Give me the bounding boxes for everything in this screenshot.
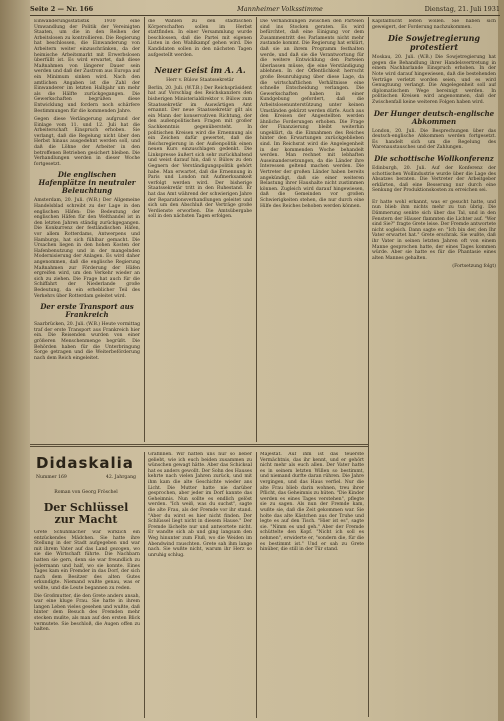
- story-title: Der Schlüssel zur Macht: [43, 501, 129, 526]
- article-text: Die Verhandlungen zwischen den Parteien sind ins Stocken geraten. Es wird befürchtet, daß eine Einigung vor dem Zusammentritt des Parlaments nicht mehr zustande kommt. Die Regierung hat erklärt, daß sie an ihrem Programm festhalten werde, und daß sie die Verantwortung für die weitere Entwicklung den Parteien überlassen müsse, die eine Verständigung ablehnen. In der Öffentlichkeit herrscht große Beunruhigung über diese Lage, da die wirtschaftlichen Verhältnisse eine schnelle Entscheidung verlangen. Die Gewerkschaften haben in einer Kundgebung gefordert, daß die Arbeitslosenunterstützung unter keinen Umständen gekürzt werden dürfe. Auch aus den Kreisen der Angestellten werden ähnliche Forderungen erhoben. Die Frage der Finanzierung bleibt weiterhin ungeklärt, da die Einnahmen des Reiches hinter den Erwartungen zurückgeblieben sind. Im Reichsrat wird die Angelegenheit in der kommenden Woche behandelt werden. Man rechnet mit lebhaften Auseinandersetzungen, da die Länder ihre Interessen geltend machen werden. Die Vertreter der großen Länder haben bereits angekündigt, daß sie einer weiteren Belastung ihrer Haushalte nicht zustimmen können. Zugleich wird darauf hingewiesen, daß die Gemeinden vor großen Schwierigkeiten stehen, die nur durch eine Hilfe des Reiches behoben werden können.: [260, 19, 364, 209]
- column-rule: [368, 17, 369, 717]
- story-text: Die Großmutter, die den Grete anders ansah, war eine kluge Frau. Sie hatte in ihrem langen Leben vieles gesehen und wußte, daß hinter dem Besuch des Fremden mehr stecken mußte, als man auf den ersten Blick vermutete. Sie beschloß, die Augen offen zu halten.: [34, 593, 140, 633]
- column-3: [260, 19, 364, 441]
- story-text: Grete Schuhmacher war wirklich ein entzückendes Mädchen. Sie hatte ihre Stellung in der Stadt aufgegeben und war mit ihrem Vater auf das Land gezogen, wo sie die Wirtschaft führte. Die Nachbarn hatten sie gern, denn sie war freundlich zu jedermann und half, wo sie konnte. Eines Tages kam ein Fremder in das Dorf, der sich nach dem Besitzer des alten Gutes erkundigte. Niemand wußte genau, was er wollte, und die Leute begannen zu reden.: [34, 530, 140, 591]
- headline-hafenplaetze: Die englischen Hafenplätze in neutraler Beleuchtung: [38, 170, 136, 196]
- story-byline: Roman von Georg Fröschel: [54, 490, 118, 495]
- header-title: Mannheimer Volksstimme: [237, 5, 323, 13]
- article-text: Gegen diese Verlängerung aufgrund der Einlage vom 11. und 12. Juli hat die Arbeiterschaft Einspruch erhoben. Sie verlangt, daß die Regelung nicht über den Herbst hinaus ausgedehnt werden soll, und daß die Löhne der Arbeiter in den betroffenen Betrieben gesichert bleiben. Die Verhandlungen werden in dieser Woche fortgesetzt.: [34, 117, 140, 167]
- article-text: Berlin, 20. Juli. (W.T.B.) Der Reichspräsident hat auf Vorschlag des Reichskanzlers den bisherigen Ministerialdirektor v. Bülow zum Staatssekretär im Auswärtigen Amt ernannt. Der neue Staatssekretär gilt als ein Mann der konservativen Richtung, der den außenpolitischen Fragen mit großer Sachkenntnis gegenübersteht. In politischen Kreisen wird die Ernennung als ein Zeichen dafür gewertet, daß die Reichsregierung in der Außenpolitik einen neuen Kurs einzuschlagen gedenkt. Die Linkspresse äußert sich sehr zurückhaltend und weist darauf hin, daß v. Bülow zu den Gegnern der Verständigungspolitik gehört habe. Man erwartet, daß die Ernennung in Paris und London mit Aufmerksamkeit verfolgt werden wird. Der bisherige Staatssekretär tritt in den Ruhestand. Er hat das Amt während der schwierigen Jahre der Reparationsverhandlungen geleitet und sich um den Abschluß der Verträge große Verdienste erworben. Die Amtsübergabe soll in den nächsten Tagen erfolgen.: [148, 85, 252, 220]
- column-rule: [144, 452, 145, 718]
- article-text: London, 20. Juli. Die Besprechungen über das deutsch-englische Abkommen werden fortgesetzt. Es handelt sich um die Regelung des Warenaustausches und der Zahlungen.: [372, 128, 496, 151]
- column-rule: [256, 452, 257, 718]
- article-text: Amsterdam, 20. Juli. (W.B.) Der Allgemeine Handelsblad schreibt zu der Lage in den englischen Häfen: Die Bedeutung der englischen Häfen für den Welthandel ist in den letzten Jahren ständig zurückgegangen. Die Konkurrenz der festländischen Häfen, vor allem Rotterdams, Antwerpens und Hamburgs, hat sich fühlbar gemacht. Die Ursachen liegen in den hohen Kosten der Hafenbenutzung und in der mangelnden Modernisierung der Anlagen. Es wird daher angenommen, daß die englische Regierung Maßnahmen zur Förderung der Häfen ergreifen wird, um den Verkehr wieder an sich zu ziehen. Die Frage hat auch für die Schiffahrt der Niederlande große Bedeutung, da ein erheblicher Teil des Verkehrs über Rotterdam geleitet wird.: [34, 198, 140, 299]
- feuilleton-column-2: [148, 452, 252, 718]
- feuilleton-column-1: [34, 530, 140, 718]
- column-rule: [144, 17, 145, 442]
- article-text: Kapitalflucht leiten wollen. Sie haben sich geweigert, der Forderung nachzukommen.: [372, 19, 496, 30]
- article-text: Er hatte wohl erkannt, was er gesucht hatte, und nun blieb ihm nichts mehr zu tun übrig. Die Dämmerung senkte sich über das Tal, und in den Fenstern der Häuser flammten die Lichter auf. "Wer sind Sie?" fragte Grete leise. Der Fremde antwortete nicht sogleich. Dann sagte er: "Ich bin der, den Ihr Vater erwartet hat." Grete erschrak. Sie wußte, daß ihr Vater in seinen letzten Jahren oft von einem Manne gesprochen hatte, der eines Tages kommen würde. Aber sie hatte es für die Phantasie eines alten Mannes gehalten.: [372, 199, 496, 261]
- column-1: [34, 19, 140, 441]
- column-4: [372, 19, 496, 717]
- headline-sowjetregierung: Die Sowjetregierung protestiert: [388, 33, 480, 53]
- article-text: die Wahlen zu den städtischen Körperschaften sollen im Herbst stattfinden. In einer Versammlung wurde beschlossen, daß die Partei mit eigenen Listen in den Wahlkampf gehen wird. Die Kandidaten sollen in den nächsten Tagen aufgestellt werden.: [148, 19, 252, 58]
- headline-transport: Der erste Transport aus Frankreich: [40, 302, 134, 320]
- column-rule: [256, 17, 257, 442]
- story-text: Gräfinnen. Wir hätten uns nur so lieber geliebt, wie ich euch beiden zusammen zu wünschen gewagt hätte. Aber das Schicksal hat es anders gewollt. Der Sohn des Hauses kehrte nach vielen Jahren zurück, und mit ihm kam die alte Geschichte wieder ans Licht. Die Mutter hatte nie darüber gesprochen, aber jeder im Dorf kannte das Geheimnis. Nun sollte es endlich gelöst werden. "Ich weiß, was du suchst", sagte die alte Frau, als der Fremde vor ihr stand. "Aber du wirst es hier nicht finden. Der Schlüssel liegt nicht in diesem Hause." Der Fremde lächelte nur und antwortete nicht. Er wandte sich ab und ging langsam den Weg hinunter zum Fluß, wo die Weiden im Abendwind rauschten. Grete sah ihm lange nach. Sie wußte nicht, warum ihr Herz so unruhig schlug.: [148, 452, 252, 558]
- page-edge-right: [498, 0, 504, 721]
- article-text: Saarbrücken, 20. Juli. (W.B.) Heute vormittag traf der erste Transport aus Frankreich hier ein. Die Reisenden wurden von einer größeren Menschenmenge begrüßt. Die Behörden haben für die Unterbringung Sorge getragen und die Weiterbeförderung nach dem Reich eingeleitet.: [34, 322, 140, 361]
- article-subtitle: Herr v. Bülow Staatssekretär: [166, 78, 234, 84]
- headline-neuer-geist: Neuer Geist im A. A.: [154, 65, 246, 76]
- issue-number: Nummer 169: [36, 475, 67, 480]
- story-text: Majestät. Auf ihm ist das teuerste Vermächtnis, das ihr kennt, und er gehört nicht mehr als euch allen. Der Vater hatte es in seinem letzten Willen so bestimmt, und niemand durfte daran rühren. Die Jahre vergingen, und das Haus verfiel. Nur die alte Frau blieb darin wohnen, treu ihrer Pflicht, das Geheimnis zu hüten. "Die Kinder werden es eines Tages verstehen", pflegte sie zu sagen. Als nun der Fremde kam, wußte sie, daß die Zeit gekommen war. Sie holte das alte Kästchen aus der Truhe und legte es auf den Tisch. "Hier ist es", sagte sie. "Nimm es und geh." Aber der Fremde schüttelte den Kopf. "Nicht ich soll es nehmen", erwiderte er, "sondern die, für die es bestimmt ist." Und er sah zu Grete hinüber, die still in der Tür stand.: [260, 452, 364, 553]
- article-text: Moskau, 20. Juli. (W.B.) Die Sowjetregierung hat gegen die Behandlung ihrer Handelsvertretung in einem Nachbarlande Einspruch erhoben. In der Note wird darauf hingewiesen, daß die bestehenden Verträge verletzt worden seien, und es wird Genugtuung verlangt. Die Angelegenheit soll auf diplomatischem Wege bereinigt werden. In politischen Kreisen wird angenommen, daß der Zwischenfall keine weiteren Folgen haben wird.: [372, 55, 496, 105]
- article-text: Edinburgh, 20. Juli. Auf der Konferenz der schottischen Wollindustrie wurde über die Lage des Absatzes beraten. Die Vertreter der Arbeitgeber erklärten, daß eine Besserung nur durch eine Senkung der Produktionskosten zu erreichen sei.: [372, 165, 496, 194]
- column-2: [148, 19, 252, 441]
- continued-note: (Fortsetzung folgt): [452, 264, 496, 270]
- article-text: Einwanderungsstatistik 1930 eine Umwandlung der Politik der Vereinigten Staaten, um die in den Reihen der Arbeitslosen zu kontrollieren. Die Regierung hat beschlossen, die Einwanderung von Arbeitern weiter einzuschränken, da der heimische Arbeitsmarkt mit Erwerbslosen überfüllt ist. Es wird erwartet, daß diese Maßnahmen von längerer Dauer sein werden und daß der Zustrom aus Europa auf ein Minimum sinken wird. Nach den amtlichen Angaben ist die Zahl der Einwanderer im letzten Halbjahr um mehr als die Hälfte zurückgegangen. Die Gewerkschaften begrüßen diese Entwicklung und fordern noch schärfere Bestimmungen für die kommenden Jahre.: [34, 19, 140, 114]
- header-date: Dienstag, 21. Juli 1931: [424, 5, 500, 13]
- feuilleton-rule: [30, 446, 368, 447]
- issue-year: 42. Jahrgang: [105, 475, 136, 480]
- feuilleton-issue-line: [36, 475, 136, 481]
- feuilleton-masthead: Didaskalia: [36, 454, 134, 472]
- headline-wollkonferenz: Die schottische Wollkonferenz: [374, 153, 494, 163]
- feuilleton-rule: [30, 444, 368, 445]
- feuilleton-column-3: [260, 452, 364, 718]
- header-page-number: Seite 2 — Nr. 166: [30, 5, 94, 13]
- page-edge-left: [0, 0, 30, 721]
- headline-abkommen: Der Hunger deutsch-englische Abkommen: [373, 108, 495, 126]
- page-header: [30, 3, 500, 16]
